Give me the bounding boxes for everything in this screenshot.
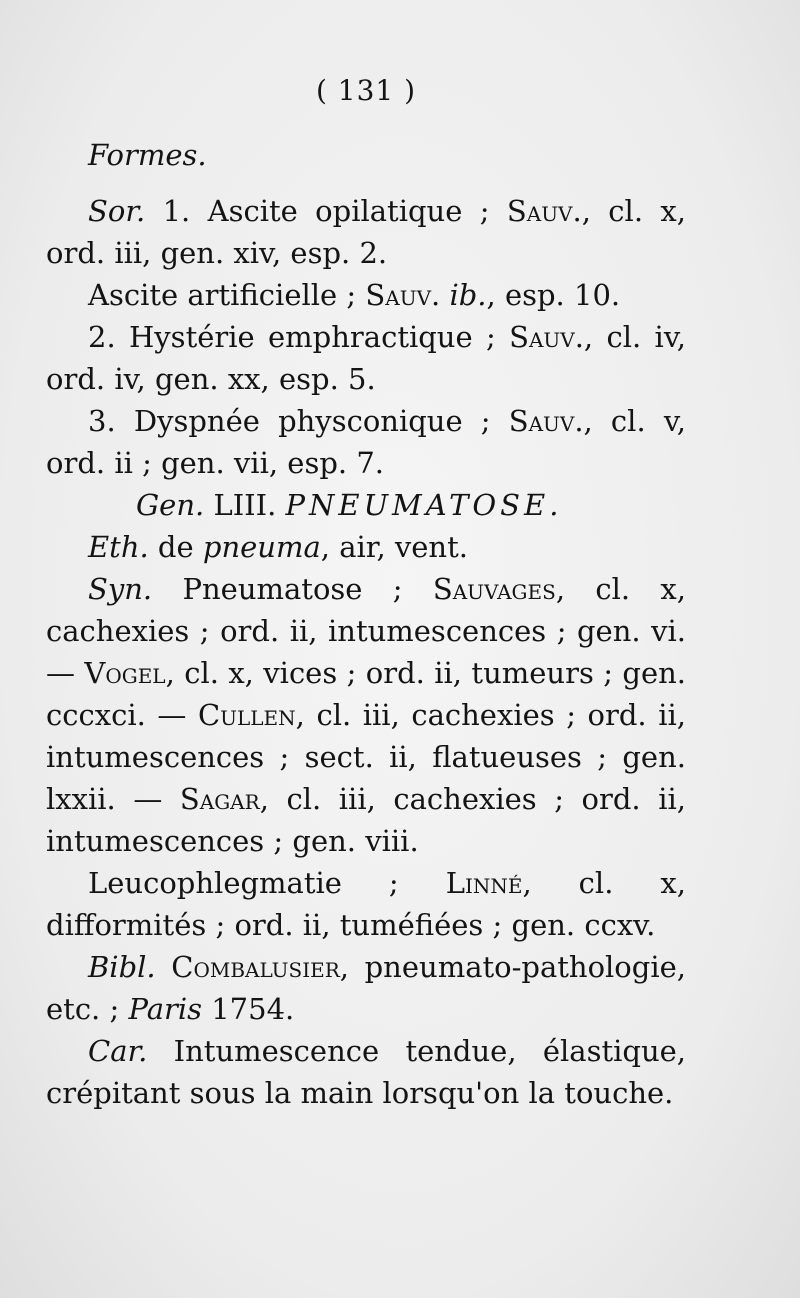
characteristics	[46, 1030, 686, 1114]
sor-label: Sor.	[88, 194, 146, 228]
characteristics-text: Intumescence tendue, élastique, crépitant sous la main lorsqu'on la touche.	[46, 1034, 686, 1110]
syn-text-7: , cl. x, difformités ; ord. ii, tuméfiées ; gen. ccxv.	[46, 866, 686, 942]
sor-entry-3	[46, 316, 686, 400]
sor-entry-1	[46, 190, 686, 274]
formes-heading: Formes.	[88, 138, 207, 172]
sor-line4-author: Sauv.	[508, 404, 584, 438]
sor-line1-ref: , cl. x, ord. iii, gen. xiv, esp. 2.	[46, 194, 686, 270]
synonyms-label: Syn.	[88, 572, 153, 606]
characteristics-label: Car.	[88, 1034, 148, 1068]
bibliography-author: Combalusier	[171, 950, 340, 984]
syn-text-1: Pneumatose ;	[152, 572, 433, 606]
syn-text-6: Leucophlegmatie ;	[88, 866, 446, 900]
sor-line2-author: Sauv.	[365, 278, 441, 312]
etymology	[46, 526, 686, 568]
etymology-text-a: de	[148, 530, 203, 564]
genus-name: PNEUMATOSE.	[285, 488, 563, 522]
syn-text-3: , cl. x, vices ; ord. ii, tumeurs ; gen. cccxci. —	[46, 656, 686, 732]
genus-label: Gen.	[136, 488, 205, 522]
etymology-text-c: , air, vent.	[320, 530, 468, 564]
genus-heading	[46, 484, 686, 526]
bibliography	[46, 946, 686, 1030]
sor-line3-text: 2. Hystérie emphractique ;	[88, 320, 510, 354]
syn-author-sagar: Sagar	[179, 782, 260, 816]
etymology-label: Eth.	[88, 530, 149, 564]
sor-line4-ref: , cl. v, ord. ii ; gen. vii, esp. 7.	[46, 404, 686, 480]
syn-author-sauvages: Sauvages	[432, 572, 556, 606]
bibliography-label: Bibl.	[88, 950, 156, 984]
syn-author-linne: Linné	[445, 866, 523, 900]
sor-line3-ref: , cl. iv, ord. iv, gen. xx, esp. 5.	[46, 320, 686, 396]
synonyms	[46, 568, 686, 862]
page-number: ( 131 )	[315, 74, 417, 107]
bibliography-year: 1754.	[202, 992, 295, 1026]
sor-entry-4	[46, 400, 686, 484]
sor-line4-text: 3. Dyspnée physconique ;	[88, 404, 509, 438]
syn-text-5: , cl. iii, cachexies ; ord. ii, intumescences ; gen. viii.	[46, 782, 686, 858]
page-content	[46, 60, 686, 1114]
bibliography-place: Paris	[128, 992, 203, 1026]
sor-line1-text: 1. Ascite opilatique ;	[162, 194, 507, 228]
synonyms-linne	[46, 862, 686, 946]
sor-entry-2	[46, 274, 686, 316]
etymology-word: pneuma	[202, 530, 321, 564]
sor-line3-author: Sauv.	[509, 320, 584, 354]
bibliography-title: , pneumato-pathologie, etc. ;	[46, 950, 686, 1026]
sor-line2-text: Ascite artificielle ;	[88, 278, 366, 312]
sor-line1-author: Sauv.	[506, 194, 582, 228]
syn-author-vogel: Vogel	[84, 656, 166, 690]
syn-text-2: , cl. x, cachexies ; ord. ii, intumescences ; gen. vi. —	[46, 572, 687, 690]
syn-text-4: , cl. iii, cachexies ; ord. ii, intumescences ; sect. ii, flatueuses ; gen. lxxii. —	[46, 698, 686, 816]
sor-line2-ibid: ib.	[440, 278, 487, 312]
syn-author-cullen: Cullen	[197, 698, 296, 732]
sor-line2-ref: , esp. 10.	[486, 278, 621, 312]
genus-number: LIII.	[213, 488, 277, 522]
